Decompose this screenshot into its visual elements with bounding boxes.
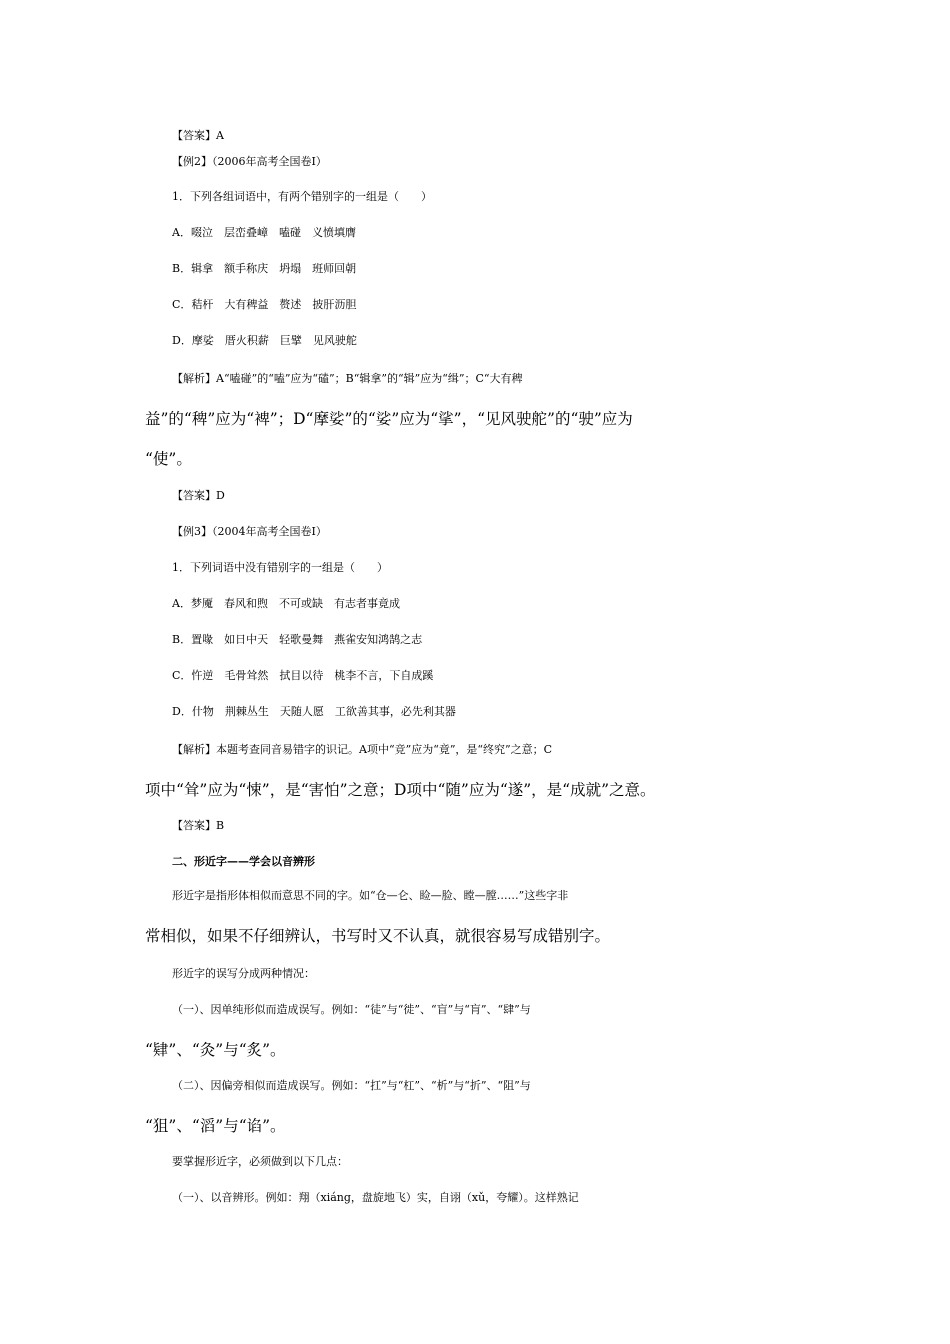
option-c: C．秸杆 大有稗益 赘述 披肝沥胆 (172, 298, 357, 311)
example-heading: 【例3】（2004年高考全国卷Ⅰ） (172, 525, 327, 538)
body-paragraph: （一）、以音辨形。例如：翔（xiáng，盘旋地飞）实，自诩（xǔ，夸耀）。这样熟记 (172, 1191, 579, 1204)
analysis-line: 项中“耸”应为“悚”，是“害怕”之意；D项中“随”应为“遂”，是“成就”之意。 (145, 781, 656, 799)
option-b: B．置喙 如日中天 轻歌曼舞 燕雀安知鸿鹄之志 (172, 633, 423, 646)
answer-label: 【答案】B (172, 819, 225, 832)
option-a: A．梦魇 春风和煦 不可或缺 有志者事竟成 (172, 597, 400, 610)
body-paragraph: 形近字是指形体相似而意思不同的字。如“仓—仑、睑—脸、瞠—膛……”这些字非 (172, 889, 569, 902)
option-d: D．摩娑 厝火积薪 巨擘 见风驶舵 (172, 334, 357, 347)
body-paragraph: “肄”、“灸”与“炙”。 (145, 1041, 286, 1059)
answer-label: 【答案】D (172, 489, 225, 502)
analysis-line: 【解析】A“嗑碰”的“嗑”应为“磕”；B“辑拿”的“辑”应为“缉”；C“大有稗 (172, 372, 523, 385)
option-a: A．啜泣 层峦叠嶂 嗑碰 义愤填膺 (172, 226, 356, 239)
body-paragraph: （二）、因偏旁相似而造成误写。例如：“扛”与“杠”、“析”与“折”、“阻”与 (172, 1079, 531, 1092)
body-paragraph: 形近字的误写分成两种情况： (172, 967, 315, 980)
example-heading: 【例2】（2006年高考全国卷Ⅰ） (172, 155, 327, 168)
analysis-line: “使”。 (145, 450, 192, 468)
question-text: 1．下列各组词语中，有两个错别字的一组是（ ） (172, 190, 432, 203)
question-text: 1．下列词语中没有错别字的一组是（ ） (172, 561, 388, 574)
option-c: C．忤逆 毛骨耸然 拭目以待 桃李不言，下自成蹊 (172, 669, 434, 682)
option-d: D．什物 荆棘丛生 天随人愿 工欲善其事，必先利其器 (172, 705, 456, 718)
body-paragraph: “狙”、“滔”与“谄”。 (145, 1117, 286, 1135)
option-b: B．辑拿 额手称庆 坍塌 班师回朝 (172, 262, 357, 275)
section-heading: 二、形近字——学会以音辨形 (172, 855, 315, 868)
body-paragraph: 要掌握形近字，必须做到以下几点： (172, 1155, 348, 1168)
analysis-line: 【解析】本题考查同音易错字的识记。A项中“竞”应为“竟”，是“终究”之意；C (172, 743, 553, 756)
body-paragraph: （一）、因单纯形似而造成误写。例如：“徒”与“徙”、“盲”与“肓”、“肆”与 (172, 1003, 531, 1016)
analysis-line: 益”的“稗”应为“裨”；D“摩娑”的“娑”应为“挲”，“见风驶舵”的“驶”应为 (145, 410, 633, 428)
body-paragraph: 常相似，如果不仔细辨认，书写时又不认真，就很容易写成错别字。 (145, 927, 611, 945)
answer-label: 【答案】A (172, 129, 224, 142)
